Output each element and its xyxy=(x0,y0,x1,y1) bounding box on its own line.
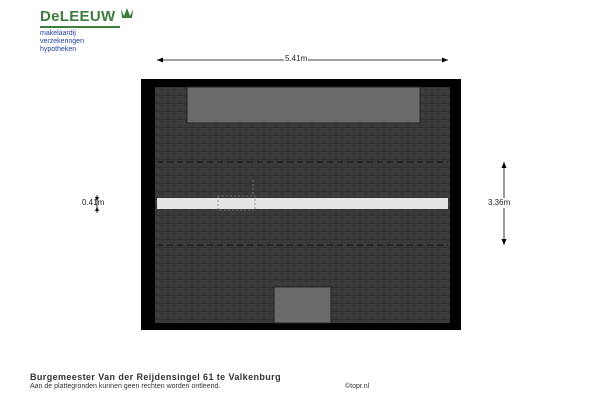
property-address: Burgemeester Van der Reijdensingel 61 te Valkenburg xyxy=(30,372,281,382)
dim-width-arrow-right xyxy=(442,58,448,63)
dim-width-arrow-left xyxy=(157,58,163,63)
dim-height-arrow-bottom xyxy=(502,239,507,245)
dormer-window-top xyxy=(187,87,420,123)
skylight-bottom xyxy=(274,287,331,323)
ridge-band xyxy=(157,198,448,209)
logo-tagline-3: hypotheken xyxy=(40,46,77,53)
credit xyxy=(345,383,369,390)
logo-main: LEEUW xyxy=(59,8,116,25)
credit-text: topr.nl xyxy=(350,383,370,390)
dim-height-label: 3.36m xyxy=(488,198,511,207)
dim-height-arrow-top xyxy=(502,162,507,168)
dim-width-label: 5.41m xyxy=(285,54,308,63)
disclaimer-text: Aan de plattegronden kunnen geen rechten worden ontleend. xyxy=(30,383,221,390)
dim-small-label: 0.41m xyxy=(82,198,105,207)
logo-tagline-1: makelaardij xyxy=(40,30,76,37)
logo-tagline-2: verzekeringen xyxy=(40,38,84,45)
copyright-icon: © xyxy=(345,383,351,390)
logo-prefix: De xyxy=(40,8,60,25)
